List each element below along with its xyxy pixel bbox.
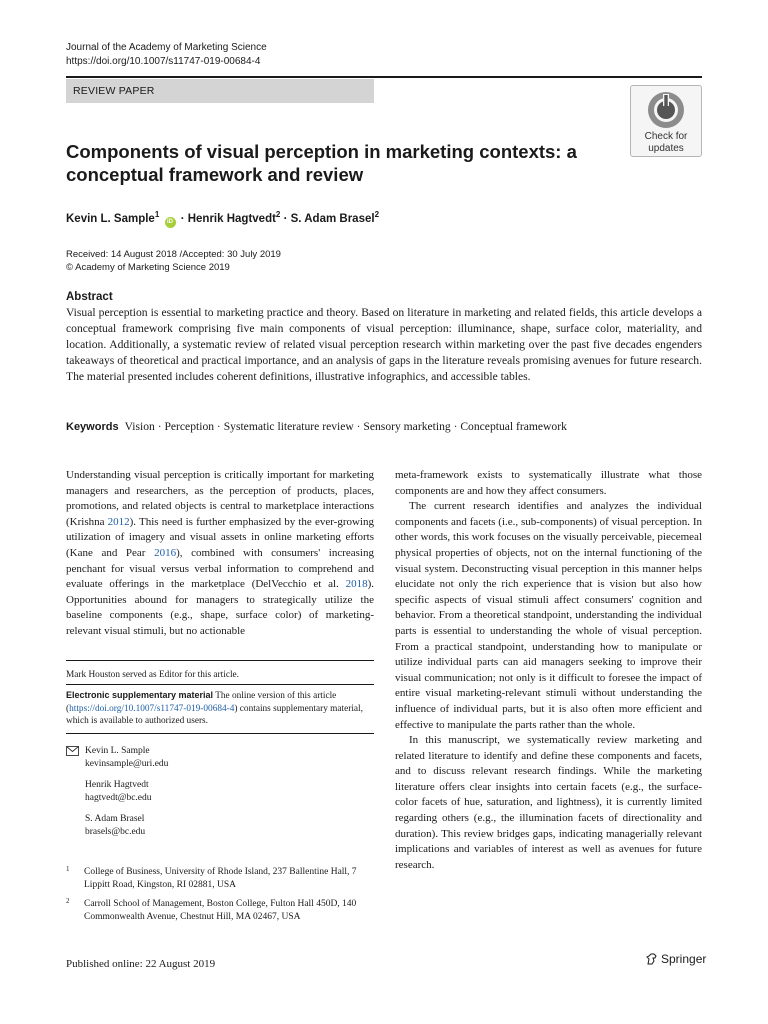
springer-horse-icon [645,952,659,966]
published-date: Published online: 22 August 2019 [66,958,216,970]
author-affiliation-mark: 2 [275,210,281,219]
contact-name: Henrik Hagtvedt [85,780,149,790]
esm-text: ) contains supplementary material, which is available to authorized users. [66,703,363,726]
affiliation-text: College of Business, University of Rhode Island, 237 Ballentine Hall, 7 Lippitt Road, Kingston, RI 02881, USA [84,867,357,890]
citation-link[interactable]: 2012 [107,515,130,528]
footnote-rule [66,684,374,685]
received-accepted-dates: Received: 14 August 2018 /Accepted: 30 July 2019 [66,249,281,260]
article-title: Components of visual perception in marketing contexts: a conceptual framework and review [66,141,577,185]
intro-paragraph [66,468,374,640]
author-list [66,208,379,228]
contact-name: Kevin L. Sample [85,746,150,756]
text-span: ). Opportunities abound for managers to strategically utilize the baseline components (e.g., shape, surface color) of marketing-relevant visual stimuli, but no actionable [66,578,374,637]
esm-link[interactable]: https://doi.org/10.1007/s11747-019-00684-4 [69,703,235,714]
journal-header [66,41,267,69]
check-updates-label-2: updates [648,143,684,154]
author-affiliation-mark: 2 [374,210,380,219]
author-affiliation-mark: 1 [154,210,160,219]
contact-entry [85,745,168,771]
corresponding-contacts [85,745,168,847]
citation-link[interactable]: 2018 [345,578,368,591]
affiliation-number: 1 [66,865,70,873]
contact-entry [85,813,168,839]
body-left-column [66,468,374,640]
citation-link[interactable]: 2016 [154,546,177,559]
editor-note: Mark Houston served as Editor for this article. [66,670,239,680]
envelope-icon [66,746,79,756]
doi-link[interactable]: https://doi.org/10.1007/s11747-019-00684-4 [66,56,261,67]
abstract-text: Visual perception is essential to marketing practice and theory. Based on literature in marketing and related fields, this article develops a conceptual framework comprising five main components of visual perception: illuminance, shape, surface color, materiality, and location. Additionally, a systematic review of related visual perception research within marketing over the past five decades engenders takeaways of theoretical and practical importance, and an analysis of gaps in the literature reveals promising avenues for future research. The material presented includes coherent definitions, illustrative infographics, and accessible tables. [66,306,702,383]
author-separator: · [177,212,188,225]
check-updates-label-1: Check for [644,131,688,142]
keywords-list: Vision · Perception · Systematic literature review · Sensory marketing · Conceptual framework [124,420,567,433]
article-type-banner: REVIEW PAPER [66,79,374,103]
contact-entry [85,779,168,805]
author-name[interactable]: Kevin L. Sample [66,212,155,225]
contact-email[interactable]: kevinsample@uri.edu [85,759,169,769]
contact-name: S. Adam Brasel [85,814,145,824]
contact-email[interactable]: hagtvedt@bc.edu [85,793,152,803]
body-right-column [395,468,702,873]
affiliation-text: Carroll School of Management, Boston College, Fulton Hall 450D, 140 Commonwealth Avenue, Chestnut Hill, MA 02467, USA [84,899,357,922]
text-span: Understanding visual perception is critically important for marketing managers and researchers, as the perception of products, places, promotions, and related objects is central to marketplace interactions (Krishna [66,469,374,528]
article-dates [66,249,281,274]
footnote-rule [66,660,374,661]
body-paragraph: meta-framework exists to systematically illustrate what those components are and how they affect consumers. [395,469,702,497]
esm-text: The online version of this article ( [66,691,337,714]
copyright-line: © Academy of Marketing Science 2019 [66,261,230,273]
keywords-line [66,420,567,434]
esm-heading: Electronic supplementary material [66,690,214,700]
keywords-label: Keywords [66,421,119,433]
check-for-updates-badge[interactable] [630,85,702,157]
text-span: ), combined with consumers' increasing penchant for visual versus verbal information to comprehend and evaluate offerings in the marketplace (DelVecchio et al. [66,546,374,591]
text-span: ). This need is further emphasized by the ever-growing utilization of imagery and visual assets in online marketing efforts (Kane and Pear [66,515,374,559]
journal-name: Journal of the Academy of Marketing Science [66,42,267,53]
header-rule [66,76,702,78]
orcid-icon[interactable]: iD [165,217,176,228]
supplementary-material-note [66,689,374,728]
author-name[interactable]: Henrik Hagtvedt [187,212,276,225]
contact-email[interactable]: brasels@bc.edu [85,827,146,837]
author-name[interactable]: S. Adam Brasel [290,212,375,225]
publisher-logo [645,952,706,966]
body-paragraph: The current research identifies and analyzes the individual components and facets (i.e., sub-components) of visual perception. In other words, this work focuses on the visually perceivable, piecemeal physical properties of objects, not on the internal functioning of the visual system. Deconstructing visual perception in this manner helps elucidate not only the rich experience that is vision but also how specific aspects of visual stimuli affect consumers' cognition and behavior. From a theoretical standpoint, understanding the individual parts is essential to understanding the whole of visual perception. From a practical standpoint, understanding how to manipulate or utilize individual parts can aid managers seeking to improve their visual communication; not only is it difficult to foresee the impact of entire visual marketing-relevant stimuli without understanding the influence of individual parts, but it is also often more efficient and effective to manipulate the parts rather than the whole. [395,500,702,731]
publisher-name: Springer [661,952,707,966]
abstract-heading: Abstract [66,291,113,303]
body-paragraph: In this manuscript, we systematically review marketing and related literature to identify and define these components and facets, and to discuss relevant research findings. While the marketing literature offers clear insights into certain facets (e.g., the surface-color facets of hue, saturation, and lightness), it is currently limited regarding others (e.g., the illumination facets of directionality and duration). This review bridges gaps, indicating managerially relevant implications and variables of interest as well as avenues for future research. [395,734,702,871]
check-updates-icon [646,90,686,130]
footnote-rule [66,733,374,734]
affiliation-number: 2 [66,897,70,905]
author-separator: · [280,212,291,225]
